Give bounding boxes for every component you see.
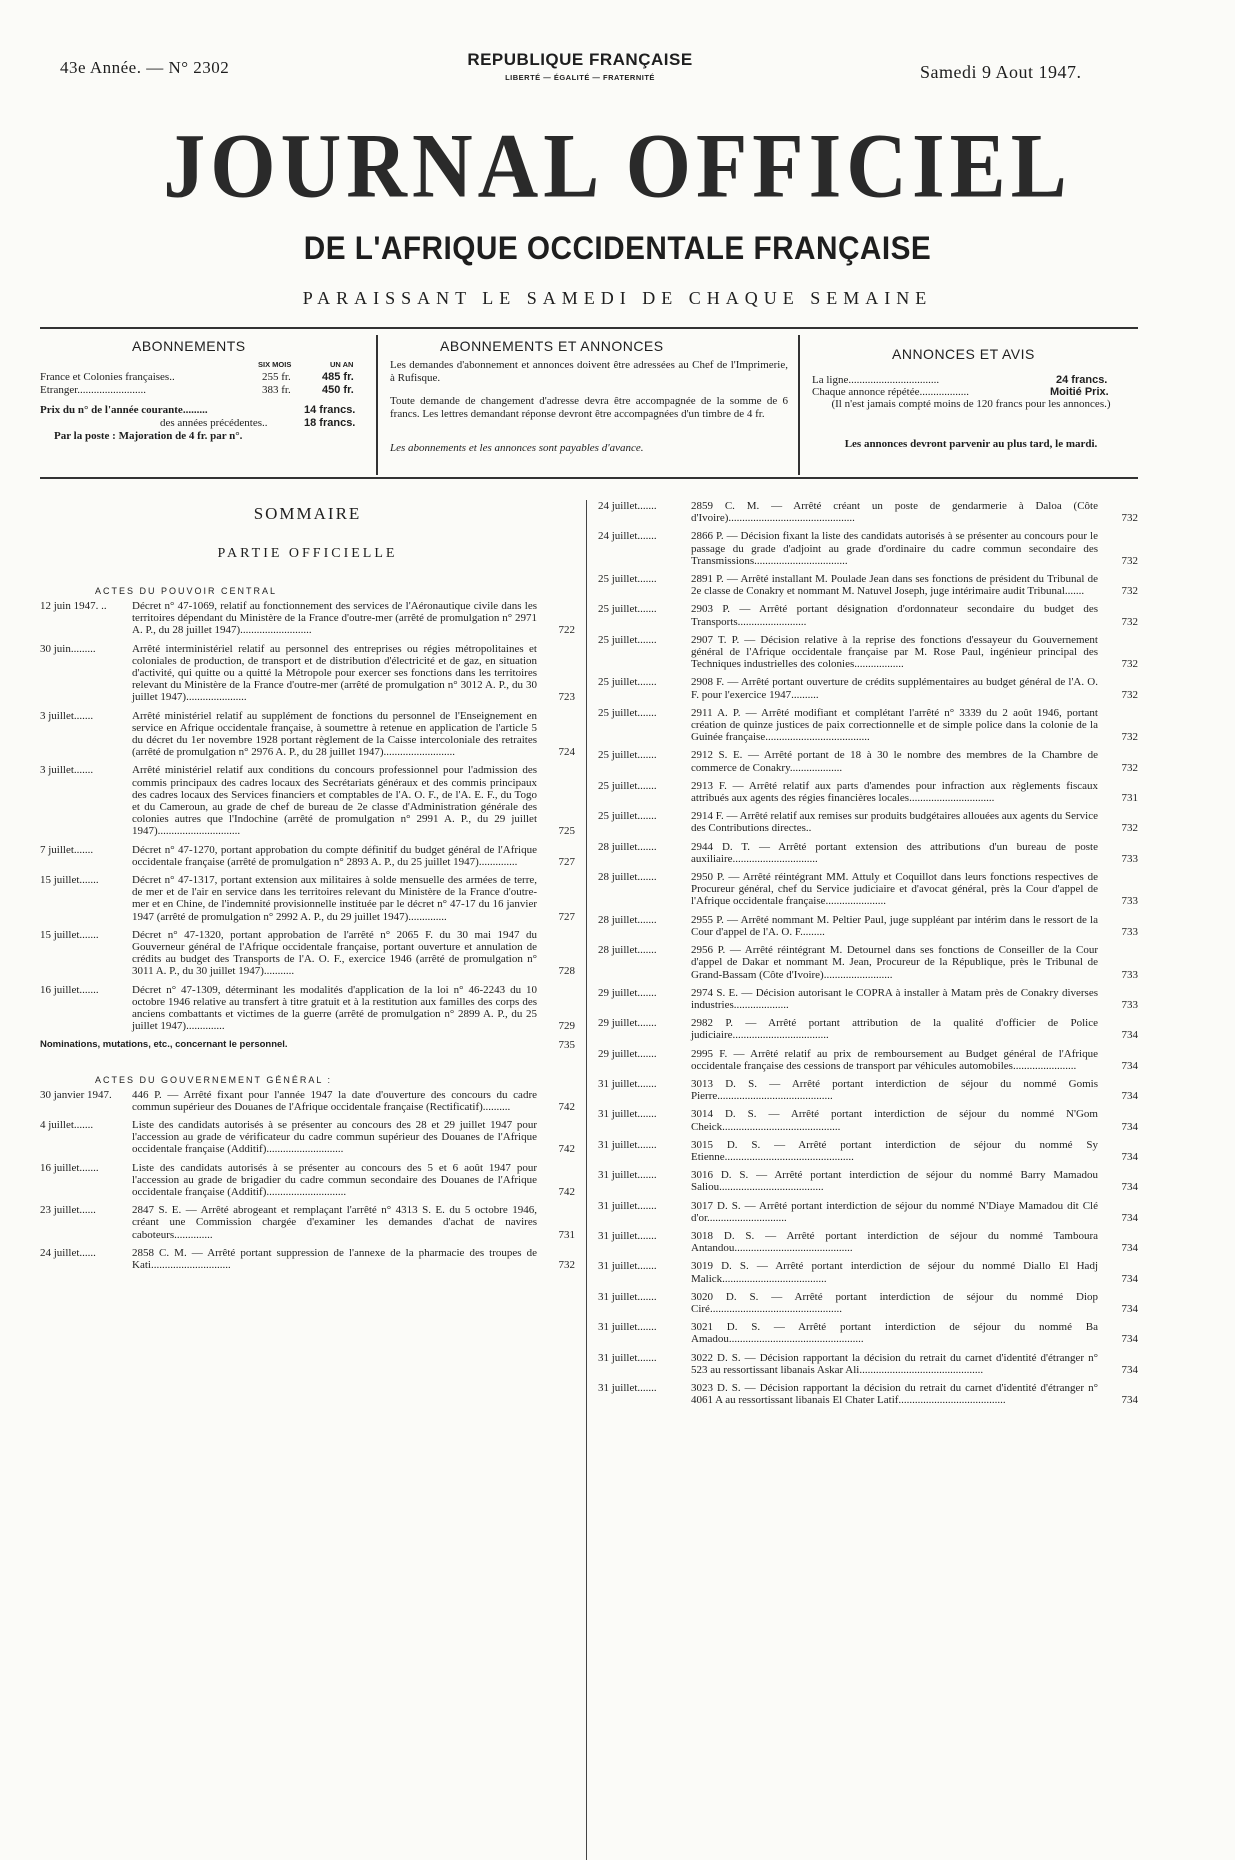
entry-page: 734: [1121, 1363, 1138, 1376]
entry-date: 15 juillet.......: [40, 928, 99, 941]
entry-page: 734: [1121, 1394, 1138, 1407]
entry-text: 2903 P. — Arrêté portant désignation d'ordonnateur secondaire du budget des Transports.........................: [691, 603, 1098, 628]
entry-date: 3 juillet.......: [40, 764, 94, 777]
republic-header: [430, 50, 730, 82]
entry-date: 12 juin 1947. ..: [40, 600, 107, 612]
entry-text: 2974 S. E. — Décision autorisant le COPRA à installer à Matam près de Conakry diverses industries....................: [691, 986, 1098, 1011]
entry-page: 734: [1121, 1181, 1138, 1194]
entry-date: 25 juillet.......: [598, 810, 657, 823]
abonnements-row2-label: Etranger.........................: [40, 384, 147, 396]
entry-text: 2950 P. — Arrêté réintégrant MM. Attuly et Coquillot dans leurs fonctions respectives de Procureur général, chef du Service judiciaire et d'avocat général, près la Cour d'appel de l'Afrique occidentale française......................: [691, 871, 1098, 908]
abonnements-col-six: SIX MOIS: [258, 360, 292, 369]
summary-entry: [40, 1162, 575, 1199]
entry-page: 734: [1121, 1333, 1138, 1346]
summary-entry: [40, 710, 575, 759]
summary-entry: [598, 1200, 1138, 1224]
section-pouvoir-central: ACTES DU POUVOIR CENTRAL: [95, 586, 278, 596]
summary-entry: [598, 1108, 1138, 1132]
abonnements-annonces-heading: ABONNEMENTS ET ANNONCES: [440, 338, 664, 354]
summary-entry: [40, 643, 575, 704]
entry-page: 732: [1121, 615, 1138, 628]
issue-number: 43e Année. — N° 2302: [60, 58, 230, 77]
summary-entry: [598, 676, 1138, 700]
issue-date: Samedi 9 Aout 1947.: [920, 62, 1082, 82]
summary-entry: [598, 749, 1138, 773]
change-address-note: Toute demande de changement d'adresse devra être accompagnée de la somme de 6 francs. Les lettres demandant réponse devront être accompagnées d'un timbre de 4 fr.: [390, 395, 788, 420]
summary-entry: [40, 600, 575, 637]
journal-tagline: PARAISSANT LE SAMEDI DE CHAQUE SEMAINE: [302, 288, 933, 308]
entry-text: Arrêté interministériel relatif au personnel des entreprises ou régies métropolitaines et coloniales de production, de transport et de distribution d'électricité et de gaz, en situation d'activité, qui quitte ou a quitté la Métropole pour exercer ses fonctions dans les territoires relevant du Ministère de la France d'outre-mer (arrêté de promulgation n° 3012 A. P., du 30 juillet 1947)......................: [132, 642, 537, 704]
summary-entry: [598, 500, 1138, 524]
summary-entry: [40, 1247, 575, 1271]
summary-entry: [598, 944, 1138, 981]
entry-page: 733: [1121, 968, 1138, 981]
section-gouvernement-general: ACTES DU GOUVERNEMENT GÉNÉRAL :: [95, 1074, 333, 1085]
column-divider: [586, 500, 587, 1860]
summary-entry: [598, 530, 1138, 567]
entry-date: 25 juillet.......: [598, 603, 657, 616]
entry-page: 732: [1121, 761, 1138, 774]
entry-date: 25 juillet.......: [598, 573, 657, 586]
entry-text: Décret n° 47-1270, portant approbation du compte définitif du budget général de l'Afrique occidentale française (arrêté de promulgation n° 2893 A. P., du 25 juillet 1947)..............: [132, 843, 537, 868]
entry-page: 742: [558, 1100, 575, 1113]
summary-entry: [40, 764, 575, 837]
summary-entry: [598, 1169, 1138, 1193]
entry-date: 15 juillet.......: [40, 874, 99, 887]
summary-entry: [40, 929, 575, 978]
entry-page: 734: [1121, 1242, 1138, 1255]
entry-page: 731: [558, 1228, 575, 1241]
entry-text: 3017 D. S. — Arrêté portant interdiction de séjour du nommé N'Diaye Mamadou dit Clé d'or.............................: [691, 1199, 1098, 1224]
price-past-value: 18 francs.: [304, 417, 356, 429]
repeat-price-label: Chaque annonce répétée..................: [812, 386, 969, 398]
entry-date: 29 juillet.......: [598, 986, 657, 999]
entry-date: 31 juillet.......: [598, 1108, 657, 1121]
summary-column-left: [40, 500, 575, 1277]
price-past-label: des années précédentes..: [160, 417, 268, 429]
entry-date: 28 juillet.......: [598, 840, 657, 853]
abonnements-row1-an: 485 fr.: [322, 371, 354, 383]
summary-entry: [598, 1230, 1138, 1254]
entry-text: 2955 P. — Arrêté nommant M. Peltier Paul, juge suppléant par intérim dans le ressort de la Cour d'appel de l'A. O. F.........: [691, 913, 1098, 938]
entry-date: 28 juillet.......: [598, 871, 657, 884]
entry-text: 2913 F. — Arrêté relatif aux parts d'amendes pour infraction aux règlements fiscaux attribués aux agents des régies financières locales...............................: [691, 779, 1098, 805]
summary-entry: [40, 1119, 575, 1156]
entry-date: 3 juillet.......: [40, 709, 94, 722]
entry-date: 30 juin.........: [40, 642, 96, 655]
entry-date: 29 juillet.......: [598, 1017, 657, 1030]
sommaire-title: SOMMAIRE: [253, 504, 362, 523]
entry-date: 31 juillet.......: [598, 1138, 657, 1151]
entry-page: 734: [1121, 1059, 1138, 1072]
entry-text: 2912 S. E. — Arrêté portant de 18 à 30 le nombre des membres de la Chambre de commerce de Conakry...................: [691, 749, 1098, 774]
entry-text: 2995 F. — Arrêté relatif au prix de remboursement au Budget général de l'Afrique occidentale française des cessions de transport par véhicules automobiles.......................: [691, 1047, 1098, 1072]
entry-text: 3014 D. S. — Arrêté portant interdiction de séjour du nommé N'Gom Cheick...........................................: [691, 1108, 1098, 1133]
abonnements-col-an: UN AN: [330, 360, 354, 369]
entry-page: 733: [1121, 998, 1138, 1011]
summary-entry: [598, 707, 1138, 744]
summary-entry: [40, 1089, 575, 1113]
entry-text: 3016 D. S. — Arrêté portant interdiction de séjour du nommé Barry Mamadou Saliou......................................: [691, 1169, 1098, 1194]
entry-date: 31 juillet.......: [598, 1077, 657, 1090]
entry-text: 2907 T. P. — Décision relative à la reprise des fonctions d'essayeur du Gouvernement général de l'Afrique occidentale française par M. Rose Paul, ingénieur principal des Techniques industrielles des colonies..................: [691, 633, 1098, 671]
motto: LIBERTÉ — ÉGALITÉ — FRATERNITÉ: [505, 73, 655, 82]
box-divider: [376, 335, 378, 475]
entry-page: 734: [1121, 1090, 1138, 1103]
entry-page: 724: [558, 746, 575, 759]
entry-date: 23 juillet......: [40, 1204, 96, 1217]
entry-text: 3022 D. S. — Décision rapportant la décision du retrait du carnet d'identité d'étranger n° 523 au ressortissant libanais Askar Ali.............................................: [691, 1351, 1098, 1376]
abonnements-heading: ABONNEMENTS: [132, 338, 246, 354]
entry-text: 3021 D. S. — Arrêté portant interdiction de séjour du nommé Ba Amadou.................................................: [691, 1321, 1098, 1346]
summary-entry: [598, 634, 1138, 671]
repeat-price-value: Moitié Prix.: [1050, 386, 1109, 398]
postage-note: Par la poste : Majoration de 4 fr. par n°.: [54, 430, 243, 442]
entry-page: 734: [1121, 1302, 1138, 1315]
entry-text: Liste des candidats autorisés à se présenter au concours des 28 et 29 juillet 1947 pour l'accession au grade de vérificateur du cadre commun supérieur des Douanes de l'Afrique occidentale française (Additif)............................: [132, 1118, 537, 1156]
summary-entry: [40, 984, 575, 1033]
entry-page: 734: [1121, 1211, 1138, 1224]
minimum-price-note: (Il n'est jamais compté moins de 120 francs pour les annonces.): [831, 398, 1111, 410]
summary-entry: [598, 987, 1138, 1011]
entry-text: Décret n° 47-1309, déterminant les modalités d'application de la loi n° 46-2243 du 10 octobre 1946 relative au transfert à titre gratuit et à la restitution aux familles des corps des anciens combattants et victimes de la guerre (arrêté de promulgation n° 2899 A. P., du 25 juillet 1947)..............: [132, 983, 537, 1033]
entry-date: 31 juillet.......: [598, 1351, 657, 1364]
entry-date: 29 juillet.......: [598, 1047, 657, 1060]
summary-entry: [598, 1291, 1138, 1315]
entry-page: 733: [1121, 895, 1138, 908]
entry-date: 25 juillet.......: [598, 633, 657, 646]
entry-date: 28 juillet.......: [598, 913, 657, 926]
entry-text: 2847 S. E. — Arrêté abrogeant et remplaçant l'arrêté n° 4313 S. E. du 5 octobre 1946, créant une Commission chargée d'examiner les demandes d'achat de navires caboteurs..............: [132, 1204, 537, 1241]
section1-list: [40, 600, 575, 1033]
entry-page: 732: [1121, 585, 1138, 598]
entry-page: 732: [1121, 822, 1138, 835]
entry-text: Décret n° 47-1317, portant extension aux militaires à solde mensuelle des armées de terre, de mer et de l'air en service dans les territoires relevant du Ministère de la France d'outre-mer et en Chine, de l'indemnité provisionnelle instituée par le décret n° 47-17 du 16 janvier 1947 (arrêté de promulgation n° 2992 A. P., du 29 juillet 1947)..............: [132, 874, 537, 923]
summary-entry: [598, 1321, 1138, 1345]
summary-entry: [40, 1204, 575, 1241]
summary-entry: [598, 603, 1138, 627]
entry-text: 2956 P. — Arrêté réintégrant M. Detournel dans ses fonctions de Conseiller de la Cour d'appel de Dakar et nommant M. Jean, Procureur de la République, près le Tribunal de Grand-Bassam (Côte d'Ivoire).........................: [691, 944, 1098, 981]
entry-page: 733: [1121, 925, 1138, 938]
entry-date: 25 juillet.......: [598, 706, 657, 719]
summary-entry: [598, 780, 1138, 804]
nominations-text: Nominations, mutations, etc., concernant le personnel.: [40, 1038, 288, 1050]
entry-date: 31 juillet.......: [598, 1199, 657, 1212]
entry-date: 7 juillet.......: [40, 843, 94, 856]
entry-text: 2914 F. — Arrêté relatif aux remises sur produits budgétaires allouées aux agents du Service des Contributions directes..: [691, 810, 1098, 835]
partie-officielle-title: PARTIE OFFICIELLE: [217, 546, 398, 561]
entry-date: 16 juillet.......: [40, 1161, 99, 1174]
entry-page: 732: [1121, 658, 1138, 671]
summary-entry: [598, 810, 1138, 834]
entry-page: 733: [1121, 852, 1138, 865]
summary-entry: [40, 874, 575, 923]
summary-entry: [598, 871, 1138, 908]
abonnements-row2-an: 450 fr.: [322, 384, 354, 396]
line-price-label: La ligne.................................: [812, 374, 940, 386]
entry-text: 2891 P. — Arrêté installant M. Poulade Jean dans ses fonctions de président du Tribunal de 2e classe de Conakry et nommant M. Natuvel Joseph, juge intérimaire audit Tribunal.......: [691, 573, 1098, 598]
entry-text: 3020 D. S. — Arrêté portant interdiction de séjour du nommé Diop Ciré................................................: [691, 1290, 1098, 1315]
entry-page: 732: [1121, 554, 1138, 567]
entry-text: 3023 D. S. — Décision rapportant la décision du retrait du carnet d'identité d'étranger n° 4061 A au ressortissant libanais El Chater Latif.......................................: [691, 1381, 1098, 1407]
abonnements-row1-label: France et Colonies françaises..: [40, 371, 175, 383]
entry-date: 31 juillet.......: [598, 1381, 657, 1394]
abonnements-row2-six: 383 fr.: [262, 384, 291, 396]
entry-page: 732: [1121, 731, 1138, 744]
entry-text: 446 P. — Arrêté fixant pour l'année 1947 la date d'ouverture des concours du cadre commun supérieur des Douanes de l'Afrique occidentale française (Rectificatif)..........: [132, 1088, 537, 1113]
entry-page: 732: [1121, 512, 1138, 525]
summary-entry: [598, 1078, 1138, 1102]
entry-page: 734: [1121, 1272, 1138, 1285]
entry-page: 725: [558, 825, 575, 838]
entry-text: Liste des candidats autorisés à se présenter au concours des 5 et 6 août 1947 pour l'accession au grade de brigadier du cadre commun secondaire des Douanes de l'Afrique occidentale française (Additif).............................: [132, 1161, 537, 1198]
summary-entry: [598, 573, 1138, 597]
address-note: Les demandes d'abonnement et annonces doivent être adressées au Chef de l'Imprimerie, à Rufisque.: [390, 359, 788, 384]
entry-page: 734: [1121, 1150, 1138, 1163]
entry-page: 723: [558, 691, 575, 704]
journal-title: JOURNAL OFFICIEL: [163, 115, 1072, 218]
entry-page: 729: [558, 1020, 575, 1033]
line-price-value: 24 francs.: [1056, 374, 1108, 386]
entry-date: 25 juillet.......: [598, 779, 657, 792]
section2-list: [40, 1089, 575, 1272]
summary-column-right: [598, 500, 1138, 1412]
entry-text: 2944 D. T. — Arrêté portant extension des attributions d'un bureau de poste auxiliaire...............................: [691, 840, 1098, 865]
price-current-label: Prix du n° de l'année courante.........: [40, 404, 208, 416]
summary-entry: [598, 1260, 1138, 1284]
annonces-avis-heading: ANNONCES ET AVIS: [892, 346, 1035, 362]
summary-entry: [598, 914, 1138, 938]
entry-date: 25 juillet.......: [598, 676, 657, 689]
entry-page: 742: [558, 1143, 575, 1156]
entry-date: 28 juillet.......: [598, 944, 657, 957]
section2-list-continued: [598, 500, 1138, 1406]
entry-page: 731: [1121, 792, 1138, 805]
entry-date: 31 juillet.......: [598, 1321, 657, 1334]
entry-page: 734: [1121, 1120, 1138, 1133]
summary-entry: [598, 1382, 1138, 1406]
entry-text: 2908 F. — Arrêté portant ouverture de crédits supplémentaires au budget général de l'A. O. F. pour l'exercice 1947..........: [691, 676, 1098, 701]
entry-text: Arrêté ministériel relatif aux conditions du concours professionnel pour l'admission des commis principaux des cadres locaux des Secrétariats généraux et des commis principaux des cadres locaux des Services financiers et comptables de l'A. O. F., de l'A. E. F., du Togo et du Cameroun, au grade de chef de bureau de 2e classe d'Administration générale des colonies autres que l'Indochine (arrêté de promulgation n° 2991 A. P., du 29 juillet 1947)..............................: [132, 764, 537, 838]
summary-entry: [598, 1139, 1138, 1163]
entry-page: 728: [558, 965, 575, 978]
summary-entry: [40, 844, 575, 868]
entry-date: 31 juillet.......: [598, 1229, 657, 1242]
entry-text: 2859 C. M. — Arrêté créant un poste de gendarmerie à Daloa (Côte d'Ivoire)..............................................: [691, 500, 1098, 525]
nominations-page: 735: [558, 1038, 575, 1051]
entry-page: 727: [558, 855, 575, 868]
abonnements-row1-six: 255 fr.: [262, 371, 291, 383]
deadline-note: Les annonces devront parvenir au plus tard, le mardi.: [844, 438, 1098, 450]
summary-entry: [598, 1048, 1138, 1072]
nominations-line: [40, 1039, 575, 1051]
entry-text: Décret n° 47-1069, relatif au fonctionnement des services de l'Aéronautique civile dans les territoires dépendant du Ministère de la France d'outre-mer (arrêté de promulgation n° 2971 A. P., du 28 juillet 1947)..........................: [132, 600, 537, 637]
entry-page: 734: [1121, 1029, 1138, 1042]
entry-date: 31 juillet.......: [598, 1169, 657, 1182]
price-current-value: 14 francs.: [304, 404, 356, 416]
advance-payment-note: Les abonnements et les annonces sont payables d'avance.: [390, 442, 644, 454]
entry-date: 4 juillet.......: [40, 1118, 94, 1131]
republic-label: REPUBLIQUE FRANÇAISE: [467, 50, 693, 69]
box-divider: [798, 335, 800, 475]
entry-text: 2911 A. P. — Arrêté modifiant et complétant l'arrêté n° 3339 du 2 août 1946, portant création de quinze justices de paix correctionnelle et de simple police dans la colonie de la Guinée française......................................: [691, 706, 1098, 744]
entry-date: 24 juillet.......: [598, 500, 657, 512]
entry-text: Décret n° 47-1320, portant approbation de l'arrêté n° 2065 F. du 30 mai 1947 du Gouverneur général de l'Afrique occidentale française, portant ouverture et annulation de crédits au budget des Transports de l'A. O. F., exercice 1946 (arrêté de promulgation n° 3011 A. P., du 30 juillet 1947)...........: [132, 928, 537, 978]
summary-entry: [598, 841, 1138, 865]
entry-page: 722: [558, 624, 575, 637]
entry-date: 25 juillet.......: [598, 749, 657, 762]
entry-text: 2982 P. — Arrêté portant attribution de la qualité d'officier de Police judiciaire...................................: [691, 1017, 1098, 1042]
entry-text: 2866 P. — Décision fixant la liste des candidats autorisés à se présenter au concours pour le passage du grade d'adjoint au grade d'ordinaire du cadre commun secondaire des Transmissions..................................: [691, 530, 1098, 567]
entry-text: Arrêté ministériel relatif au supplément de fonctions du personnel de l'Enseignement en service en Afrique occidentale française, à soumettre à retenue en application de l'article 5 du décret du 1er novembre 1928 portant règlement de la Caisse intercoloniale des retraites (arrêté de promulgation n° 2976 A. P., du 28 juillet 1947)..........................: [132, 709, 537, 759]
entry-page: 742: [558, 1185, 575, 1198]
journal-subtitle: DE L'AFRIQUE OCCIDENTALE FRANÇAISE: [303, 230, 932, 266]
entry-date: 24 juillet......: [40, 1246, 96, 1259]
entry-date: 24 juillet.......: [598, 530, 657, 543]
entry-text: 3013 D. S. — Arrêté portant interdiction de séjour du nommé Gomis Pierre..........................................: [691, 1077, 1098, 1103]
entry-page: 727: [558, 910, 575, 923]
subscription-box: [40, 327, 1138, 479]
summary-entry: [598, 1352, 1138, 1376]
entry-date: 31 juillet.......: [598, 1290, 657, 1303]
entry-text: 3019 D. S. — Arrêté portant interdiction de séjour du nommé Diallo El Hadj Malick......................................: [691, 1260, 1098, 1285]
entry-date: 16 juillet.......: [40, 983, 99, 996]
entry-page: 732: [1121, 688, 1138, 701]
entry-text: 2858 C. M. — Arrêté portant suppression de l'annexe de la pharmacie des troupes de Kati.............................: [132, 1246, 537, 1271]
entry-text: 3015 D. S. — Arrêté portant interdiction de séjour du nommé Sy Etienne...............................................: [691, 1138, 1098, 1163]
entry-page: 732: [558, 1258, 575, 1271]
entry-text: 3018 D. S. — Arrêté portant interdiction de séjour du nommé Tamboura Antandou...........................................: [691, 1229, 1098, 1255]
entry-date: 31 juillet.......: [598, 1260, 657, 1273]
summary-entry: [598, 1017, 1138, 1041]
entry-date: 30 janvier 1947.: [40, 1088, 112, 1101]
